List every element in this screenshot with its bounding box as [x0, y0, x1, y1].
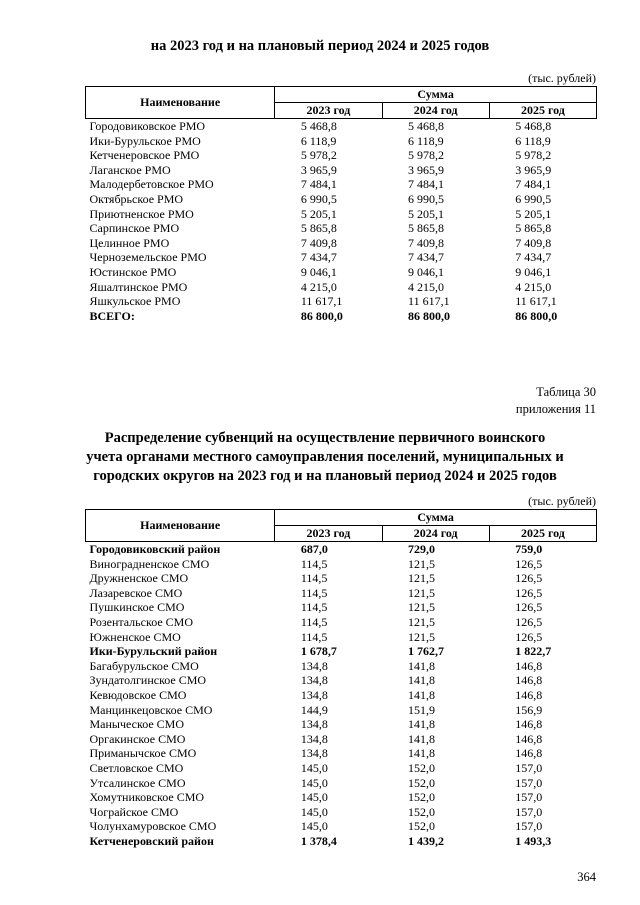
row-name: Целинное РМО: [89, 235, 170, 250]
total-2023: 86 800,0: [300, 308, 343, 323]
value-2024: 11 617,1: [408, 294, 450, 309]
value-2024: 121,5: [408, 556, 436, 571]
value-2025: 1 822,7: [515, 644, 552, 659]
value-2024: 141,8: [408, 731, 436, 746]
value-2023: 7 409,8: [300, 235, 337, 250]
table1-header-sum: Сумма: [275, 87, 597, 103]
row-name: Утсалинское СМО: [89, 775, 186, 790]
value-2024: 121,5: [408, 585, 436, 600]
row-name: Розентальское СМО: [89, 614, 194, 629]
value-2025: 157,0: [515, 790, 543, 805]
value-2023: 145,0: [300, 760, 328, 775]
row-name: Оргакинское СМО: [89, 731, 186, 746]
value-2023: 6 118,9: [300, 133, 337, 148]
table-row: [86, 586, 597, 601]
total-label: ВСЕГО:: [89, 308, 135, 323]
value-2025: 146,8: [515, 746, 543, 761]
value-2023: 114,5: [300, 556, 328, 571]
value-2023: 144,9: [300, 702, 328, 717]
value-2025: 157,0: [515, 760, 543, 775]
value-2025: 7 409,8: [515, 235, 552, 250]
value-2025: 6 118,9: [515, 133, 551, 148]
row-name: Октябрьское РМО: [89, 191, 184, 206]
row-name: Приютненское РМО: [89, 206, 194, 221]
value-2025: 759,0: [515, 542, 543, 556]
table2-heading-line3: городских округов на 2023 год и на плановый период 2024 и 2025 годов: [93, 468, 557, 484]
row-name: Чолунхамуровское СМО: [89, 819, 217, 834]
total-row: [86, 309, 597, 324]
value-2023: 114,5: [300, 600, 328, 615]
value-2025: 126,5: [515, 571, 543, 586]
table-row: [86, 571, 597, 586]
value-2024: 7 484,1: [408, 177, 445, 192]
table-row: [86, 280, 597, 295]
row-name: Сарпинское РМО: [89, 221, 180, 236]
value-2024: 152,0: [408, 790, 436, 805]
value-2025: 9 046,1: [515, 264, 552, 279]
value-2023: 4 215,0: [300, 279, 337, 294]
table-row: [86, 192, 597, 207]
value-2025: 146,8: [515, 658, 543, 673]
value-2023: 5 468,8: [300, 119, 337, 133]
value-2024: 121,5: [408, 614, 436, 629]
value-2024: 121,5: [408, 600, 436, 615]
row-name: Яшалтинское РМО: [89, 279, 188, 294]
table-row: [86, 688, 597, 703]
value-2024: 121,5: [408, 629, 436, 644]
table-row: [86, 615, 597, 630]
value-2024: 152,0: [408, 760, 436, 775]
value-2023: 114,5: [300, 571, 328, 586]
row-name: Черноземельское РМО: [89, 250, 207, 265]
value-2024: 6 990,5: [408, 191, 445, 206]
value-2023: 9 046,1: [300, 264, 337, 279]
total-2025: 86 800,0: [515, 308, 558, 323]
row-name: Багабурульское СМО: [89, 658, 199, 673]
value-2025: 1 493,3: [515, 833, 552, 848]
value-2024: 152,0: [408, 804, 436, 819]
value-2025: 156,9: [515, 702, 543, 717]
value-2025: 11 617,1: [515, 294, 557, 309]
table1-body: [86, 119, 597, 324]
table-row: [86, 673, 597, 688]
value-2025: 126,5: [515, 614, 543, 629]
table2-header-name: Наименование: [86, 510, 275, 542]
table-row: [86, 746, 597, 761]
table-row: [86, 805, 597, 820]
value-2023: 134,8: [300, 746, 328, 761]
row-name: Светловское СМО: [89, 760, 184, 775]
table-number-note: [516, 384, 596, 418]
table-row: [86, 644, 597, 659]
value-2023: 134,8: [300, 731, 328, 746]
row-name: Дружненское СМО: [89, 571, 189, 586]
table-row: [86, 207, 597, 222]
value-2024: 152,0: [408, 775, 436, 790]
value-2024: 141,8: [408, 687, 436, 702]
table-row: [86, 834, 597, 849]
value-2023: 5 205,1: [300, 206, 337, 221]
value-2024: 7 409,8: [408, 235, 445, 250]
value-2023: 145,0: [300, 775, 328, 790]
table-row: [86, 790, 597, 805]
value-2024: 5 468,8: [408, 119, 445, 133]
value-2023: 7 434,7: [300, 250, 337, 265]
table-row: [86, 148, 597, 163]
row-name: Зундатолгинское СМО: [89, 673, 207, 688]
value-2025: 126,5: [515, 629, 543, 644]
table-row: [86, 163, 597, 178]
row-name: Приманычское СМО: [89, 746, 197, 761]
table-row: [86, 776, 597, 791]
value-2024: 5 978,2: [408, 148, 445, 163]
table2-header-2023: 2023 год: [275, 526, 382, 542]
row-name: Хомутниковское СМО: [89, 790, 205, 805]
value-2023: 114,5: [300, 629, 328, 644]
table-row: [86, 703, 597, 718]
table2-heading-line1: Распределение субвенций на осуществление первичного воинского: [104, 430, 546, 446]
value-2024: 1 439,2: [408, 833, 445, 848]
table2-units: (тыс. рублей): [528, 494, 596, 508]
value-2024: 7 434,7: [408, 250, 445, 265]
table-row: [86, 732, 597, 747]
table1-units: (тыс. рублей): [528, 71, 596, 85]
value-2025: 6 990,5: [515, 191, 552, 206]
value-2023: 134,8: [300, 658, 328, 673]
value-2025: 157,0: [515, 819, 543, 834]
row-name: Чограйское СМО: [89, 804, 179, 819]
table1-header-2023: 2023 год: [275, 103, 382, 119]
table-row: [86, 265, 597, 280]
table-row: [86, 659, 597, 674]
value-2023: 114,5: [300, 614, 328, 629]
value-2023: 134,8: [300, 717, 328, 732]
value-2024: 5 205,1: [408, 206, 445, 221]
table-row: [86, 819, 597, 834]
row-name: Малодербетовское РМО: [89, 177, 214, 192]
value-2023: 5 865,8: [300, 221, 337, 236]
row-name: Кетченеровское РМО: [89, 148, 200, 163]
row-name: Кевюдовское СМО: [89, 687, 187, 702]
value-2023: 134,8: [300, 687, 328, 702]
value-2023: 1 678,7: [300, 644, 337, 659]
value-2023: 134,8: [300, 673, 328, 688]
table-number: Таблица 30: [536, 385, 596, 399]
row-name: Юстинское РМО: [89, 264, 177, 279]
value-2023: 687,0: [300, 542, 328, 556]
value-2023: 114,5: [300, 585, 328, 600]
value-2023: 145,0: [300, 790, 328, 805]
row-name: Кетченеровский район: [89, 833, 214, 848]
table-row: [86, 294, 597, 309]
table-row: [86, 717, 597, 732]
table-row: [86, 542, 597, 557]
value-2025: 5 468,8: [515, 119, 552, 133]
table1-header-name: Наименование: [86, 87, 275, 119]
row-name: Ики-Бурульский район: [89, 644, 218, 659]
value-2024: 151,9: [408, 702, 436, 717]
value-2025: 7 434,7: [515, 250, 552, 265]
table2-header-sum: Сумма: [275, 510, 597, 526]
table2: [85, 509, 597, 848]
value-2025: 157,0: [515, 775, 543, 790]
value-2025: 146,8: [515, 731, 543, 746]
table-row: [86, 177, 597, 192]
row-name: Яшкульское РМО: [89, 294, 181, 309]
value-2024: 141,8: [408, 746, 436, 761]
table2-heading: [40, 429, 610, 486]
table-row: [86, 557, 597, 572]
table-row: [86, 221, 597, 236]
page-number: 364: [577, 870, 596, 884]
table2-header-2024: 2024 год: [382, 526, 489, 542]
value-2025: 126,5: [515, 600, 543, 615]
table-row: [86, 630, 597, 645]
total-2024: 86 800,0: [408, 308, 451, 323]
value-2024: 121,5: [408, 571, 436, 586]
value-2025: 146,8: [515, 687, 543, 702]
value-2024: 5 865,8: [408, 221, 445, 236]
value-2025: 126,5: [515, 585, 543, 600]
table2-body: [86, 542, 597, 849]
row-name: Ики-Бурульское РМО: [89, 133, 201, 148]
table-row: [86, 236, 597, 251]
value-2024: 4 215,0: [408, 279, 445, 294]
table1: [85, 86, 597, 323]
table1-header-2025: 2025 год: [489, 103, 596, 119]
value-2025: 5 205,1: [515, 206, 552, 221]
value-2025: 3 965,9: [515, 162, 552, 177]
row-name: Пушкинское СМО: [89, 600, 185, 615]
value-2024: 729,0: [408, 542, 436, 556]
value-2023: 6 990,5: [300, 191, 337, 206]
value-2023: 145,0: [300, 819, 328, 834]
value-2025: 4 215,0: [515, 279, 552, 294]
value-2025: 146,8: [515, 717, 543, 732]
row-name: Южненское СМО: [89, 629, 181, 644]
row-name: Городовиковский район: [89, 542, 221, 556]
table-row: [86, 250, 597, 265]
value-2023: 145,0: [300, 804, 328, 819]
value-2023: 1 378,4: [300, 833, 337, 848]
value-2025: 5 865,8: [515, 221, 552, 236]
table-row: [86, 600, 597, 615]
value-2024: 9 046,1: [408, 264, 445, 279]
value-2025: 146,8: [515, 673, 543, 688]
row-name: Лазаревское СМО: [89, 585, 183, 600]
value-2024: 1 762,7: [408, 644, 445, 659]
value-2025: 126,5: [515, 556, 543, 571]
row-name: Виноградненское СМО: [89, 556, 210, 571]
value-2024: 141,8: [408, 673, 436, 688]
row-name: Лаганское РМО: [89, 162, 171, 177]
table-row: [86, 134, 597, 149]
row-name: Манцинкецовское СМО: [89, 702, 213, 717]
value-2024: 141,8: [408, 717, 436, 732]
value-2023: 5 978,2: [300, 148, 337, 163]
value-2023: 11 617,1: [300, 294, 343, 309]
table2-heading-line2: учета органами местного самоуправления поселений, муниципальных и: [86, 449, 564, 465]
row-name: Городовиковское РМО: [89, 119, 206, 133]
value-2023: 3 965,9: [300, 162, 337, 177]
table2-header-2025: 2025 год: [489, 526, 596, 542]
value-2023: 7 484,1: [300, 177, 337, 192]
value-2024: 3 965,9: [408, 162, 445, 177]
appendix-number: приложения 11: [515, 402, 596, 416]
table1-header-2024: 2024 год: [382, 103, 489, 119]
row-name: Маныческое СМО: [89, 717, 184, 732]
value-2024: 141,8: [408, 658, 436, 673]
value-2024: 6 118,9: [408, 133, 444, 148]
table1-heading: на 2023 год и на плановый период 2024 и 2025 годов: [150, 38, 490, 54]
table-row: [86, 119, 597, 134]
value-2025: 157,0: [515, 804, 543, 819]
table-row: [86, 761, 597, 776]
value-2024: 152,0: [408, 819, 436, 834]
value-2025: 7 484,1: [515, 177, 552, 192]
value-2025: 5 978,2: [515, 148, 552, 163]
